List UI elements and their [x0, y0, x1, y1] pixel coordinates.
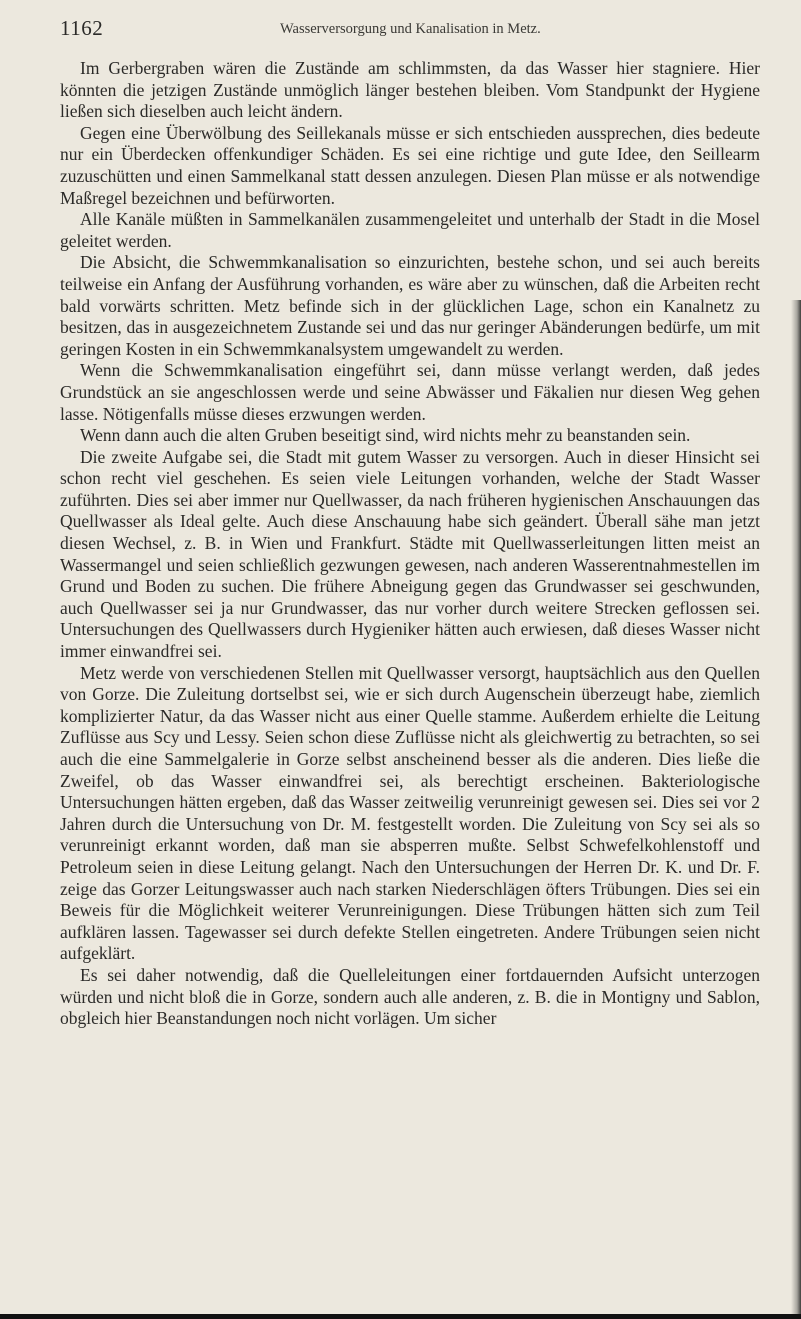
scan-bottom-border	[0, 1314, 801, 1319]
paragraph-3: Alle Kanäle müßten in Sammelkanälen zusammengeleitet und unterhalb der Stadt in die Mosel geleitet werden.	[60, 209, 760, 251]
paragraph-7: Die zweite Aufgabe sei, die Stadt mit gutem Wasser zu versorgen. Auch in dieser Hinsicht sei schon recht viel geschehen. Es seien viele Leitungen vorhanden, welche der Stadt Wasser zuführten. Dies sei aber immer nur Quellwasser, da nach früheren hygienischen Anschauungen das Quellwasser als Ideal gelte. Auch diese Anschauung habe sich geändert. Überall sähe man jetzt diesen Wechsel, z. B. in Wien und Frankfurt. Städte mit Quellwasserleitungen litten meist an Wassermangel und seien schließlich gezwungen gewesen, nach anderen Wasserentnahmestellen im Grund und Boden zu suchen. Die frühere Abneigung gegen das Grundwasser sei geschwunden, auch Quellwasser sei ja nur Grundwasser, das nur vorher durch weitere Strecken geflossen sei. Untersuchungen des Quellwassers durch Hygieniker hätten auch erwiesen, daß dieses Wasser nicht immer einwandfrei sei.	[60, 446, 760, 662]
paragraph-8: Metz werde von verschiedenen Stellen mit Quellwasser versorgt, hauptsächlich aus den Quellen von Gorze. Die Zuleitung dortselbst sei, wie er sich durch Augenschein überzeugt habe, ziemlich komplizierter Natur, da das Wasser nicht aus einer Quelle stamme. Außerdem erhielte die Leitung Zuflüsse aus Scy und Lessy. Seien schon diese Zuflüsse nicht als gleichwertig zu betrachten, so sei auch die eine Sammelgalerie in Gorze selbst anscheinend besser als die anderen. Dies ließe die Zweifel, ob das Wasser einwandfrei sei, als berechtigt erscheinen. Bakteriologische Untersuchungen hätten ergeben, daß das Wasser zeitweilig verunreinigt gewesen sei. Dies sei vor 2 Jahren durch die Untersuchung von Dr. M. festgestellt worden. Die Zuleitung von Scy sei als so verunreinigt erkannt worden, daß man sie absperren mußte. Selbst Schwefelkohlenstoff und Petroleum seien in diese Leitung gelangt. Nach den Untersuchungen der Herren Dr. K. und Dr. F. zeige das Gorzer Leitungswasser auch nach starken Niederschlägen öfters Trübungen. Dies sei ein Beweis für die Möglichkeit weiterer Verunreinigungen. Diese Trübungen hätten sich zum Teil aufklären lassen. Tagewasser sei durch defekte Stellen eingetreten. Andere Trübungen seien nicht aufgeklärt.	[60, 662, 760, 964]
running-title: Wasserversorgung und Kanalisation in Metz.	[280, 21, 541, 37]
paragraph-6: Wenn dann auch die alten Gruben beseitigt sind, wird nichts mehr zu beanstanden sein.	[80, 425, 691, 446]
paragraph-2: Gegen eine Überwölbung des Seillekanals müsse er sich entschieden aussprechen, dies bedeute nur ein Überdecken offenkundiger Schäden. Es sei eine richtige und gute Idee, den Seillearm zuzuschütten und einen Sammelkanal statt dessen anzulegen. Diesen Plan müsse er als notwendige Maßregel bezeichnen und befürworten.	[60, 122, 760, 208]
body-text	[60, 58, 760, 1030]
page-edge-shadow	[791, 300, 801, 1319]
paragraph-1: Im Gerbergraben wären die Zustände am schlimmsten, da das Wasser hier stagniere. Hier könnten die jetzigen Zustände unmöglich länger bestehen bleiben. Vom Standpunkt der Hygiene ließen sich dieselben auch leicht ändern.	[60, 58, 760, 122]
page-header	[60, 16, 760, 40]
paragraph-4: Die Absicht, die Schwemmkanalisation so einzurichten, bestehe schon, und sei auch bereits teilweise ein Anfang der Ausführung vorhanden, es wäre aber zu wünschen, daß die Arbeiten recht bald vorwärts schritten. Metz befinde sich in der glücklichen Lage, schon ein Kanalnetz zu besitzen, das in ausgezeichnetem Zustande sei und das nur geringer Abänderungen bedürfe, um mit geringen Kosten in ein Schwemmkanalsystem umgewandelt zu werden.	[60, 252, 760, 359]
page-number: 1162	[60, 16, 104, 40]
paragraph-5: Wenn die Schwemmkanalisation eingeführt sei, dann müsse verlangt werden, daß jedes Grundstück an sie angeschlossen werde und seine Abwässer und Fäkalien nur diesen Weg gehen lasse. Nötigenfalls müsse dieses erzwungen werden.	[60, 360, 760, 424]
paragraph-9: Es sei daher notwendig, daß die Quelleleitungen einer fortdauernden Aufsicht unterzogen würden und nicht bloß die in Gorze, sondern auch alle anderen, z. B. die in Montigny und Sablon, obgleich hier Beanstandungen noch nicht vorlägen. Um sicher	[60, 964, 760, 1029]
